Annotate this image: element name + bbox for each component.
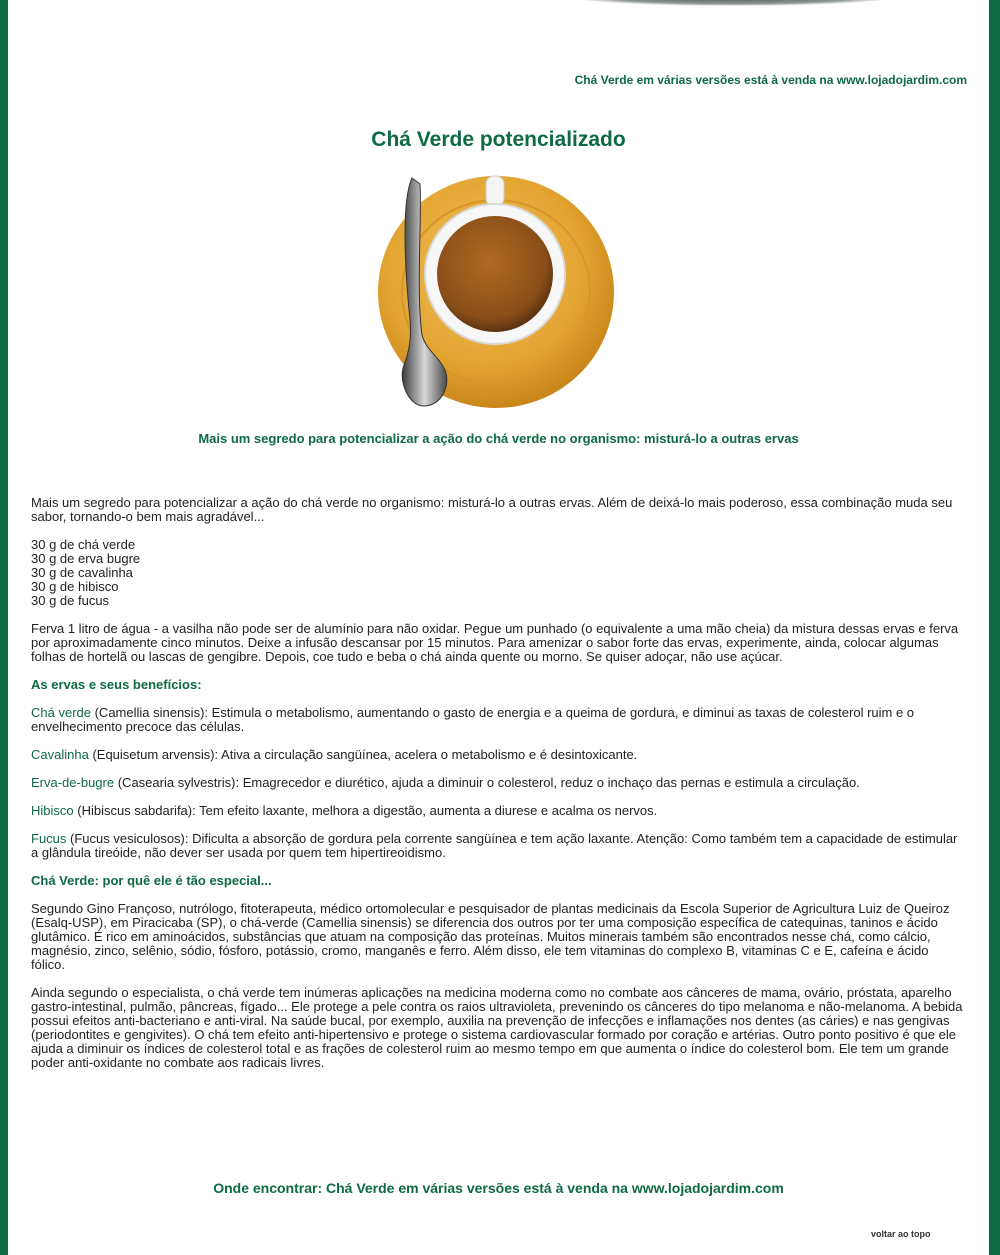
- herb-item: [31, 706, 966, 734]
- intro-paragraph: Mais um segredo para potencializar a ação do chá verde no organismo: misturá-lo a outras ervas. Além de deixá-lo mais poderoso, essa combinação muda seu sabor, tornando-o bem mais agradável...: [31, 495, 953, 524]
- list-item: 30 g de hibisco: [31, 579, 119, 594]
- herb-name: Erva-de-bugre: [31, 775, 115, 790]
- list-item: 30 g de fucus: [31, 593, 110, 608]
- page-subtitle: Mais um segredo para potencializar a ação do chá verde no organismo: misturá-lo a outras ervas: [198, 431, 799, 446]
- herb-description: (Hibiscus sabdarifa): Tem efeito laxante, melhora a digestão, aumenta a diurese e acalma os nervos.: [73, 803, 658, 818]
- list-item: 30 g de chá verde: [31, 537, 136, 552]
- herb-item: [31, 748, 966, 762]
- store-link[interactable]: Chá Verde em várias versões está à venda na www.lojadojardim.com: [574, 73, 967, 87]
- ingredient-list: [31, 538, 966, 608]
- herb-description: (Fucus vesiculosos): Dificulta a absorção de gordura pela corrente sangüínea e tem ação laxante. Atenção: Como também tem a capacidade de estimular a glândula tireóide, não dever ser usada por quem tem hipertireoidismo.: [31, 831, 958, 860]
- herb-description: (Casearia sylvestris): Emagrecedor e diurético, ajuda a diminuir o colesterol, reduz o inchaço das pernas e estimula a circulação.: [114, 775, 860, 790]
- herb-name: Hibisco: [31, 803, 74, 818]
- back-to-top-link[interactable]: voltar ao topo: [871, 1229, 931, 1239]
- herb-item: [31, 804, 966, 818]
- where-to-buy-link[interactable]: Onde encontrar: Chá Verde em várias versões está à venda na www.lojadojardim.com: [213, 1180, 784, 1196]
- special-heading: Chá Verde: por quê ele é tão especial...: [31, 873, 272, 888]
- special-paragraph-1: Segundo Gino Françoso, nutrólogo, fitoterapeuta, médico ortomolecular e pesquisador de plantas medicinais da Escola Superior de Agricultura Luiz de Queiroz (Esalq-USP), em Piracicaba (SP), o chá-verde (Camellia sinensis) se diferencia dos outros por ter uma composição específica de catequinas, taninos e ácido glutâmico. É rico em aminoácidos, substâncias que atuam na composição das proteínas. Muitos minerais também são encontrados nesse chá, como cálcio, magnésio, zinco, selênio, sódio, fósforo, potássio, cromo, manganês e ferro. Além disso, ele tem vitaminas do complexo B, vitaminas C e E, cafeína e ácido fólico.: [31, 901, 950, 972]
- page-container: [8, 0, 989, 1255]
- herb-name: Fucus: [31, 831, 67, 846]
- herb-item: [31, 832, 966, 860]
- herb-name: Chá verde: [31, 705, 91, 720]
- teacup-image: [368, 170, 618, 410]
- list-item: 30 g de erva bugre: [31, 551, 141, 566]
- benefits-heading: As ervas e seus benefícios:: [31, 677, 202, 692]
- article-body: [31, 496, 966, 1084]
- page-title: Chá Verde potencializado: [371, 128, 626, 151]
- preparation-paragraph: Ferva 1 litro de água - a vasilha não pode ser de alumínio para não oxidar. Pegue um punhado (o equivalente a uma mão cheia) da mistura dessas ervas e ferva por aproximadamente cinco minutos. Deixe a infusão descansar por 15 minutos. Para amenizar o sabor forte das ervas, experimente, ainda, colocar algumas folhas de hortelã ou lascas de gengibre. Depois, coe tudo e beba o chá ainda quente ou morno. Se quiser adoçar, não use açúcar.: [31, 621, 959, 664]
- special-paragraph-2: Ainda segundo o especialista, o chá verde tem inúmeras aplicações na medicina moderna como no combate aos cânceres de mama, ovário, próstata, aparelho gastro-intestinal, pulmão, pâncreas, fígado... Ele protege a pele contra os raios ultravioleta, prevenindo os cânceres do tipo melanoma e não-melanoma. A bebida possui efeitos anti-bacteriano e anti-viral. Na saúde bucal, por exemplo, auxilia na prevenção de infecções e inflamações nos dentes (as cáries) e nas gengivas (periodontites e gengivites). O chá tem efeito anti-hipertensivo e protege o sistema cardiovascular formado por coração e artérias. Outro ponto positivo é que ele ajuda a diminuir os índices de colesterol total e as frações de colesterol ruim ao mesmo tempo em que aumenta o índice do colesterol bom. Ele tem um grande poder anti-oxidante no combate aos radicais livres.: [31, 985, 963, 1070]
- herb-name: Cavalinha: [31, 747, 89, 762]
- top-decoration: [568, 0, 898, 6]
- list-item: 30 g de cavalinha: [31, 565, 133, 580]
- herb-description: (Equisetum arvensis): Ativa a circulação sangüínea, acelera o metabolismo e é desintoxicante.: [88, 747, 638, 762]
- herb-item: [31, 776, 966, 790]
- herb-description: (Camellia sinensis): Estimula o metabolismo, aumentando o gasto de energia e a queima de gordura, e diminui as taxas de colesterol ruim e o envelhecimento precoce das células.: [31, 705, 915, 734]
